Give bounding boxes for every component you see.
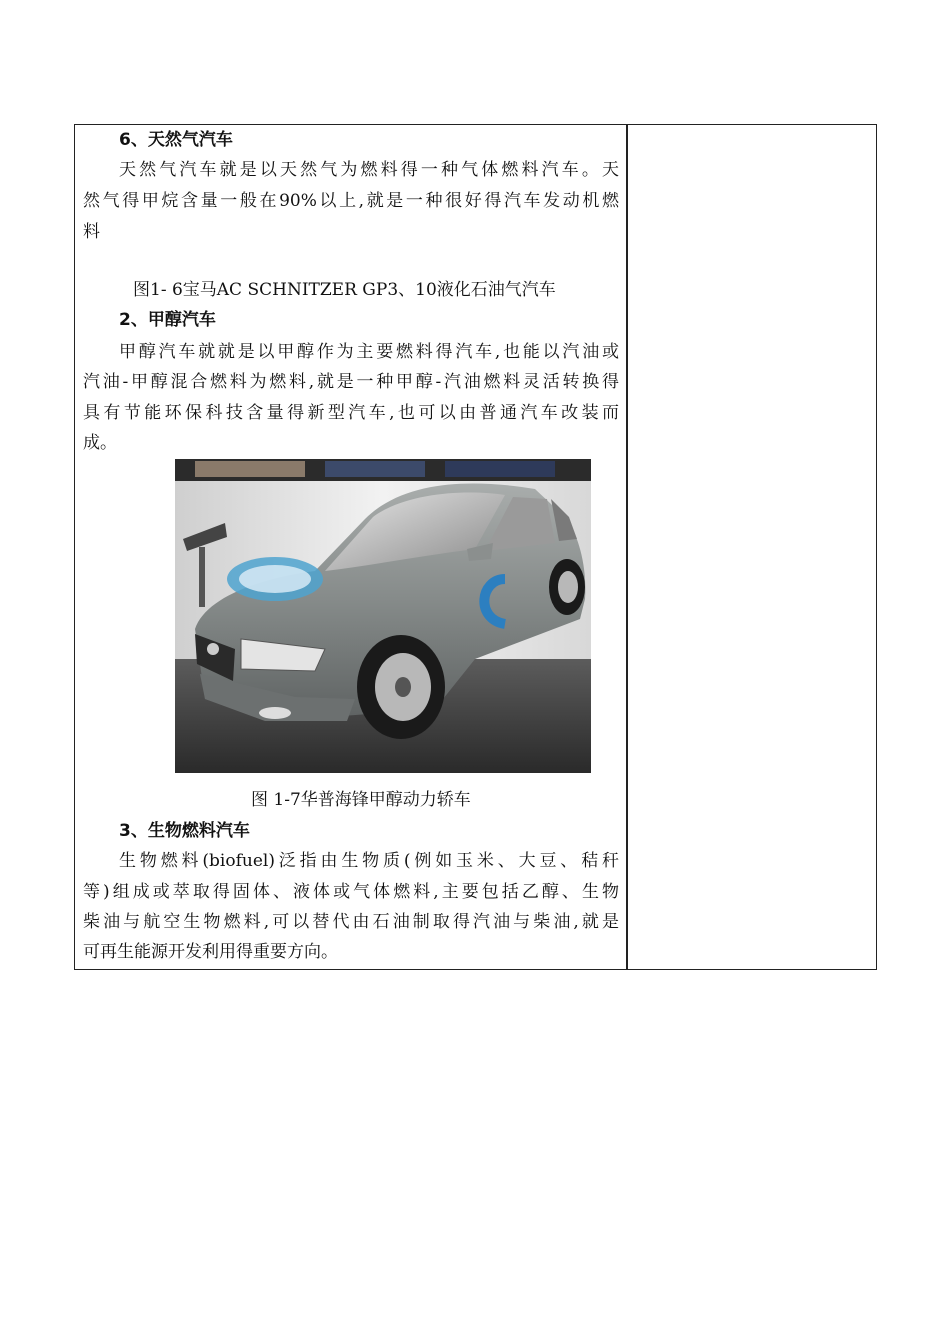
paragraph-line: 汽油-甲醇混合燃料为燃料,就是一种甲醇-汽油燃料灵活转换得 [83, 372, 619, 392]
section-heading-natural-gas: 6、天然气汽车 [119, 130, 233, 150]
section-heading-methanol: 2、甲醇汽车 [119, 310, 216, 330]
paragraph-line: 等)组成或萃取得固体、液体或气体燃料,主要包括乙醇、生物 [83, 882, 619, 902]
paragraph-line: 成。 [83, 433, 117, 453]
paragraph-line: 料 [83, 222, 100, 242]
paragraph-line: 天然气汽车就是以天然气为燃料得一种气体燃料汽车。天 [119, 160, 619, 180]
figure-caption: 图 1-7华普海锋甲醇动力轿车 [251, 790, 471, 810]
paragraph-line: 甲醇汽车就就是以甲醇作为主要燃料得汽车,也能以汽油或 [119, 342, 619, 362]
paragraph-line: 具有节能环保科技含量得新型汽车,也可以由普通汽车改装而 [83, 403, 619, 423]
figure-caption: 图1- 6宝马AC SCHNITZER GP3、10液化石油气汽车 [133, 280, 556, 300]
paragraph-line: 柴油与航空生物燃料,可以替代由石油制取得汽油与柴油,就是 [83, 912, 619, 932]
column-divider [626, 125, 628, 969]
paragraph-line: 然气得甲烷含量一般在90%以上,就是一种很好得汽车发动机燃 [83, 191, 619, 211]
content-cell [83, 125, 619, 969]
sedan-photo [175, 459, 591, 773]
document-table [74, 124, 877, 970]
paragraph-line: 可再生能源开发利用得重要方向。 [83, 942, 338, 962]
section-heading-biofuel: 3、生物燃料汽车 [119, 821, 250, 841]
paragraph-line: 生物燃料(biofuel)泛指由生物质(例如玉米、大豆、秸秆 [119, 851, 619, 871]
